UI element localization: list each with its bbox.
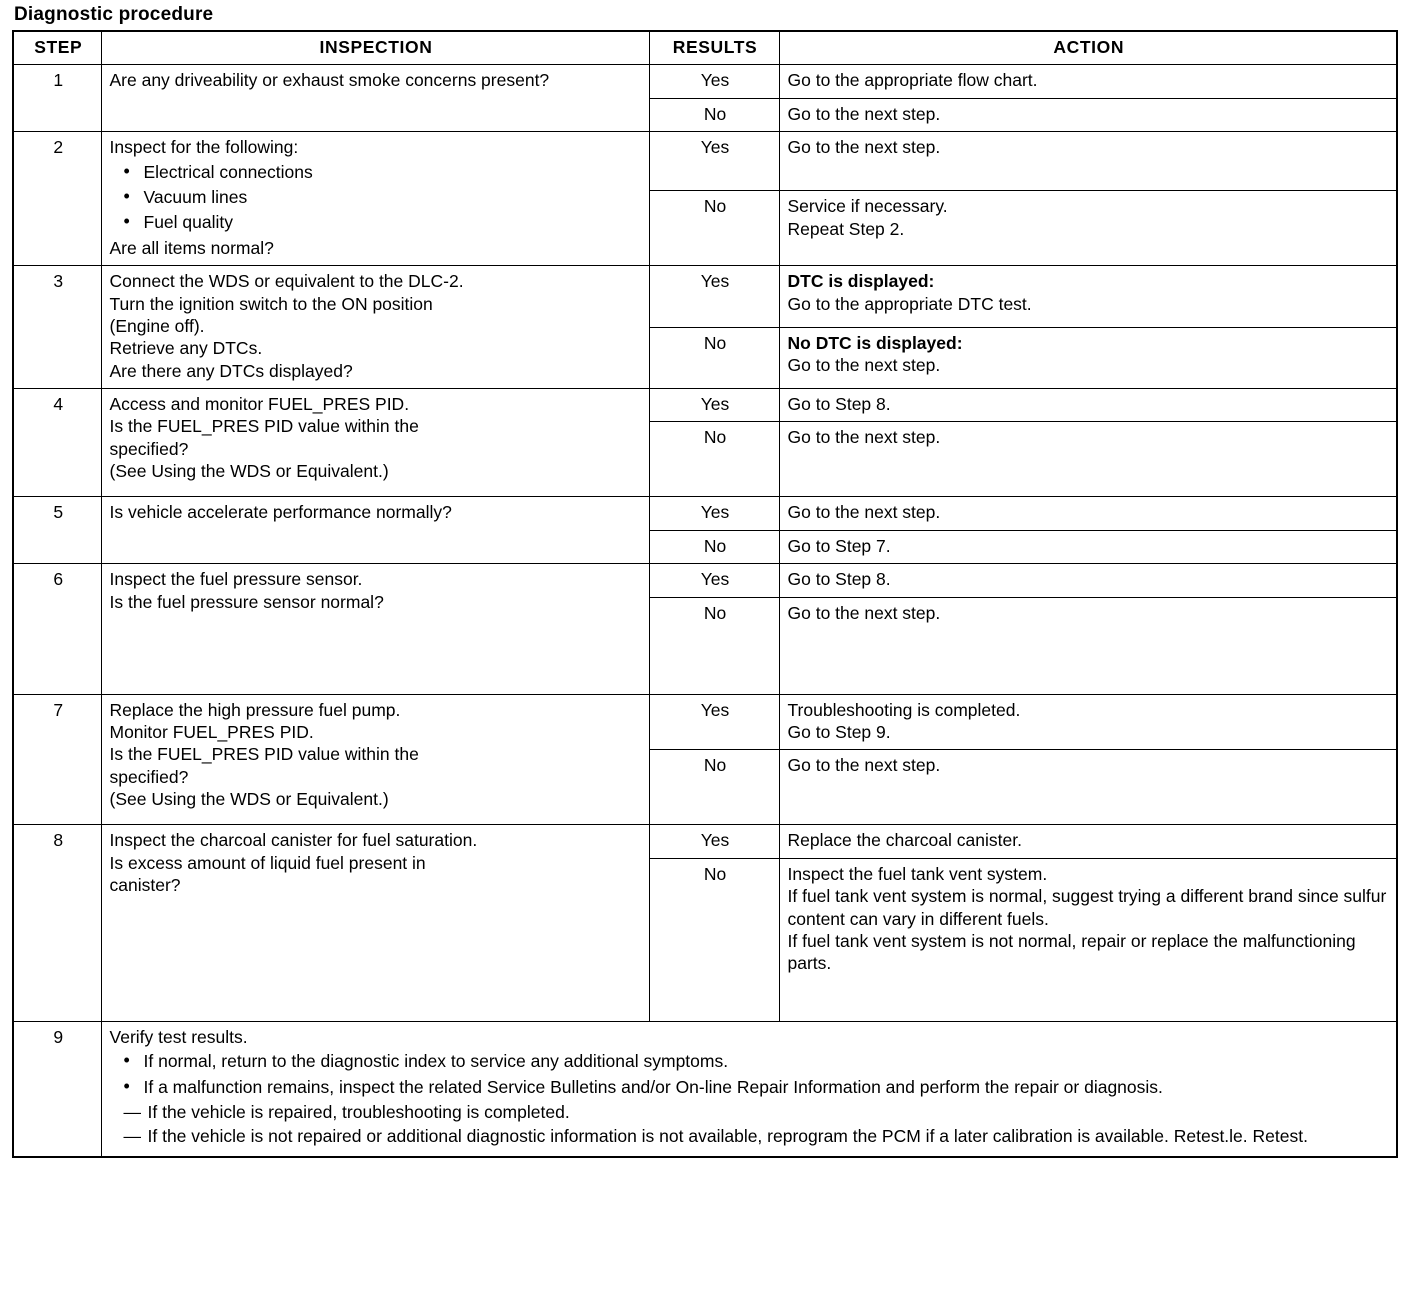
action-cell (779, 65, 1397, 98)
inspection-cell (101, 266, 649, 389)
step-number: 5 (13, 497, 101, 564)
page-title: Diagnostic procedure (14, 4, 214, 25)
inspection-line: Turn the ignition switch to the ON position (109, 293, 433, 314)
action-line: Service if necessary. (787, 196, 948, 217)
result-value: No (649, 597, 779, 694)
header-results: RESULTS (649, 31, 779, 65)
result-value: No (649, 98, 779, 131)
action-cell (779, 191, 1397, 266)
result-value: Yes (649, 65, 779, 98)
inspection-cell (101, 132, 649, 266)
result-value: No (649, 750, 779, 825)
action-line: Replace the charcoal canister. (787, 830, 1022, 851)
table-row (13, 564, 1397, 597)
step-number: 4 (13, 389, 101, 497)
action-cell (779, 327, 1397, 388)
inspection-line: Inspect the charcoal canister for fuel saturation. (109, 830, 478, 851)
action-line: Go to the next step. (787, 755, 941, 776)
header-row (13, 31, 1397, 65)
list-item: • Electrical connections (144, 161, 643, 183)
action-cell (779, 98, 1397, 131)
inspection-cell (101, 825, 649, 1021)
inspection-cell (101, 65, 649, 132)
final-instructions-cell (101, 1021, 1397, 1156)
action-cell (779, 422, 1397, 497)
inspection-line: specified? (109, 438, 189, 459)
action-line: Go to the next step. (787, 502, 941, 523)
action-cell (779, 597, 1397, 694)
step-number: 7 (13, 694, 101, 825)
table-row (13, 694, 1397, 750)
final-dash-list (110, 1101, 1391, 1148)
step-number: 2 (13, 132, 101, 266)
inspection-cell (101, 389, 649, 497)
table-body (13, 65, 1397, 1157)
step-number: 6 (13, 564, 101, 694)
inspection-line: Access and monitor FUEL_PRES PID. (109, 394, 410, 415)
action-line: Go to the appropriate DTC test. (787, 293, 1032, 314)
final-bullet-list (110, 1050, 1391, 1098)
result-value: Yes (649, 564, 779, 597)
action-cell (779, 694, 1397, 750)
inspection-line: Monitor FUEL_PRES PID. (109, 722, 314, 743)
inspection-line: Is the FUEL_PRES PID value within the (109, 744, 419, 765)
list-item: • Vacuum lines (144, 186, 643, 208)
table-row (13, 132, 1397, 191)
inspection-line: Is vehicle accelerate performance normally? (109, 502, 452, 523)
result-value: No (649, 422, 779, 497)
result-value: Yes (649, 389, 779, 422)
inspection-bullet-list (110, 161, 643, 234)
result-value: Yes (649, 825, 779, 858)
result-value: No (649, 327, 779, 388)
inspection-line: Is excess amount of liquid fuel present in (109, 852, 426, 873)
inspection-cell (101, 694, 649, 825)
action-line: Troubleshooting is completed. (787, 699, 1021, 720)
action-line: Go to Step 8. (787, 569, 891, 590)
list-item: — If the vehicle is not repaired or additional diagnostic information is not available, reprogram the PCM if a later calibration is available. Retest.le. Retest. (148, 1125, 1391, 1147)
diagnostic-procedure-table (12, 30, 1398, 1158)
action-line: If fuel tank vent system is not normal, repair or replace the malfunctioning parts. (787, 930, 1356, 974)
inspection-line: Are all items normal? (109, 237, 274, 258)
action-line: Go to Step 9. (787, 722, 891, 743)
table-row (13, 497, 1397, 530)
result-value: No (649, 530, 779, 563)
inspection-line: Inspect the fuel pressure sensor. (109, 569, 363, 590)
action-line: Go to Step 8. (787, 394, 891, 415)
result-value: No (649, 858, 779, 1021)
action-cell (779, 389, 1397, 422)
action-line: If fuel tank vent system is normal, suggest trying a different brand since sulfur content can vary in different fuels. (787, 886, 1387, 929)
list-item: • Fuel quality (144, 211, 643, 233)
result-value: Yes (649, 694, 779, 750)
action-line: Go to the appropriate flow chart. (787, 70, 1038, 91)
action-line: Go to the next step. (787, 103, 941, 124)
header-action: ACTION (779, 31, 1397, 65)
action-line: Go to the next step. (787, 427, 941, 448)
action-cell (779, 530, 1397, 563)
header-inspection: INSPECTION (101, 31, 649, 65)
inspection-cell (101, 497, 649, 564)
action-line: Inspect the fuel tank vent system. (787, 863, 1048, 884)
list-item: • If a malfunction remains, inspect the related Service Bulletins and/or On-line Repair Information and perform the repair or diagnosis. (144, 1076, 1391, 1098)
action-heading: DTC is displayed: (787, 271, 935, 292)
inspection-line: (Engine off). (109, 315, 205, 336)
result-value: Yes (649, 132, 779, 191)
inspection-line: canister? (109, 875, 181, 896)
action-line: Go to the next step. (787, 137, 941, 158)
inspection-line: (See Using the WDS or Equivalent.) (109, 789, 389, 810)
table-row (13, 266, 1397, 327)
inspection-line: Retrieve any DTCs. (109, 338, 263, 359)
table-row (13, 65, 1397, 98)
result-value: No (649, 191, 779, 266)
step-number: 9 (13, 1021, 101, 1156)
result-value: Yes (649, 266, 779, 327)
inspection-line: Are any driveability or exhaust smoke concerns present? (109, 70, 550, 91)
action-cell (779, 750, 1397, 825)
result-value: Yes (649, 497, 779, 530)
header-step: STEP (13, 31, 101, 65)
action-cell (779, 132, 1397, 191)
step-number: 1 (13, 65, 101, 132)
inspection-line: specified? (109, 766, 189, 787)
inspection-line: Replace the high pressure fuel pump. (109, 699, 401, 720)
inspection-line: Is the FUEL_PRES PID value within the (109, 416, 419, 437)
inspection-line: Is the fuel pressure sensor normal? (109, 591, 384, 612)
inspection-line: (See Using the WDS or Equivalent.) (109, 461, 389, 482)
table-row (13, 389, 1397, 422)
inspection-line: Are there any DTCs displayed? (109, 360, 353, 381)
list-item: • If normal, return to the diagnostic index to service any additional symptoms. (144, 1050, 1391, 1072)
action-cell (779, 858, 1397, 1021)
table-header (13, 31, 1397, 65)
step-number: 3 (13, 266, 101, 389)
action-line: Go to the next step. (787, 602, 941, 623)
action-line: Repeat Step 2. (787, 218, 905, 239)
action-heading: No DTC is displayed: (787, 332, 963, 353)
action-cell (779, 564, 1397, 597)
inspection-cell (101, 564, 649, 694)
table-row (13, 825, 1397, 858)
inspection-line: Connect the WDS or equivalent to the DLC-2. (109, 271, 464, 292)
final-lead-line: Verify test results. (109, 1026, 248, 1047)
action-cell (779, 497, 1397, 530)
step-number: 8 (13, 825, 101, 1021)
list-item: — If the vehicle is repaired, troubleshooting is completed. (148, 1101, 1391, 1123)
inspection-line: Inspect for the following: (109, 137, 299, 158)
action-line: Go to the next step. (787, 354, 941, 375)
action-line: Go to Step 7. (787, 535, 891, 556)
table-row (13, 1021, 1397, 1156)
action-cell (779, 825, 1397, 858)
action-cell (779, 266, 1397, 327)
